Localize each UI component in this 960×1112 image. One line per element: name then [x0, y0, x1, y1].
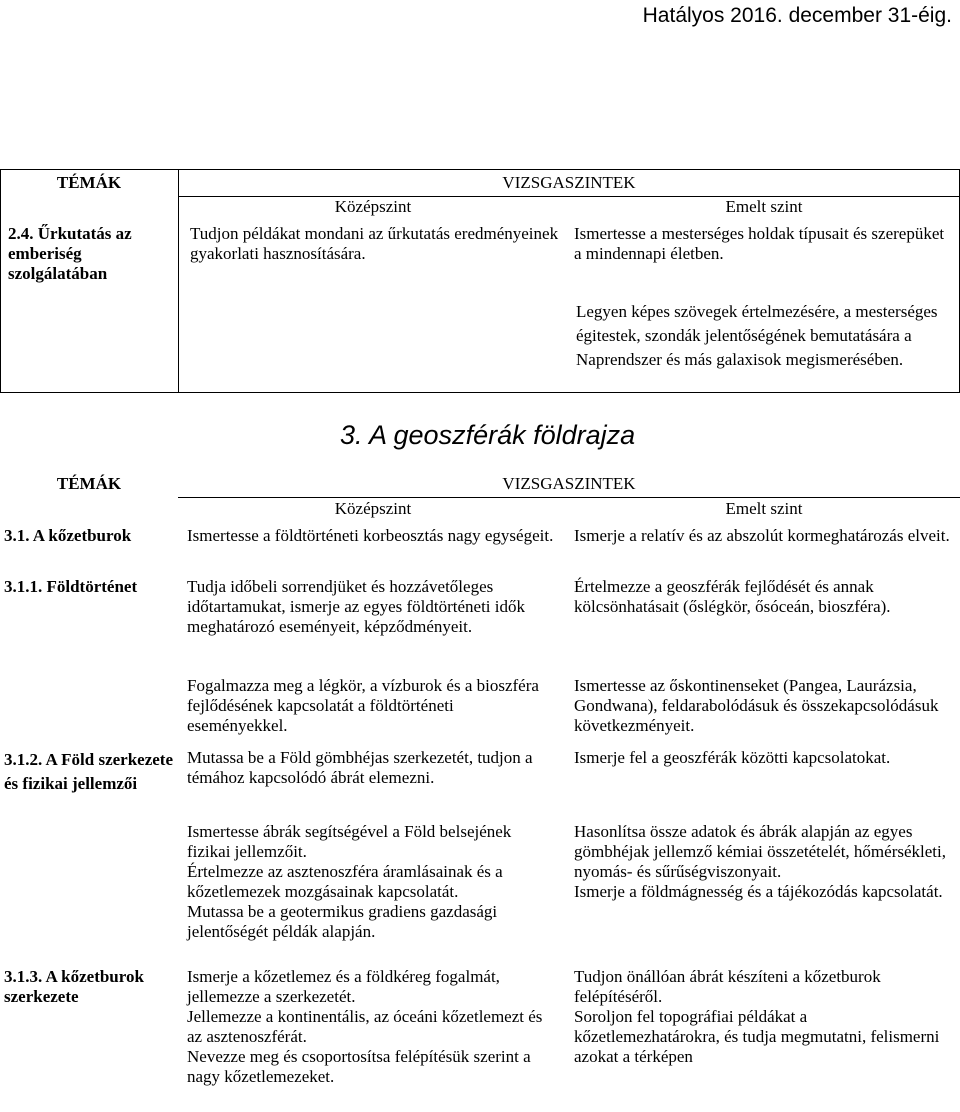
topic-cell: 3.1. A kőzetburok — [4, 526, 132, 545]
mid-level-cell: Fogalmazza meg a légkör, a vízburok és a bioszféra fejlődésének kapcsolatát a földtörténeti eseményekkel. — [187, 676, 539, 735]
advanced-level-cell: Értelmezze a geoszférák fejlődését és annak kölcsönhatásait (őslégkör, ősóceán, bioszféra). — [574, 577, 891, 616]
advanced-level-header: Emelt szint — [725, 197, 803, 216]
topic-cell: 3.1.2. A Föld szerkezete és fizikai jellemzői — [4, 750, 174, 793]
mid-level-header: Középszint — [334, 499, 412, 518]
mid-level-cell: Mutassa be a Föld gömbhéjas szerkezetét, tudjon a témához kapcsolódó ábrát elemezni. — [187, 748, 533, 787]
topics-header: TÉMÁK — [56, 474, 122, 493]
topics-header: TÉMÁK — [56, 173, 122, 192]
topic-cell: 2.4. Űrkutatás az emberiség szolgálatában — [8, 224, 132, 283]
exam-levels-header: VIZSGASZINTEK — [502, 173, 636, 192]
advanced-level-cell: Tudjon önállóan ábrát készíteni a kőzetburok felépítéséről. Soroljon fel topográfiai példákat a kőzetlemezhatárokra, és tudja megmutatni, felismerni azokat a térképen — [574, 967, 940, 1066]
mid-level-cell: Ismertesse ábrák segítségével a Föld belsejének fizikai jellemzőit. Értelmezze az asztenoszféra áramlásainak és a kőzetlemezek mozgásainak kapcsolatát. Mutassa be a geotermikus gradiens gazdasági jelentőségét példák alapján. — [187, 822, 512, 941]
validity-header: Hatályos 2016. december 31-éig. — [642, 4, 952, 27]
advanced-level-cell: Hasonlítsa össze adatok és ábrák alapján az egyes gömbhéjak jellemző kémiai összetételét, hőmérsékleti, nyomás- és sűrűségviszonyait. Ismerje a földmágnesség és a tájékozódás kapcsolatát. — [574, 822, 946, 901]
mid-level-cell: Tudja időbeli sorrendjüket és hozzávetőleges időtartamukat, ismerje az egyes földtörténeti idők meghatározó eseményeit, képződményeit. — [187, 577, 525, 636]
mid-level-cell: Tudjon példákat mondani az űrkutatás eredményeinek gyakorlati hasznosítására. — [190, 224, 559, 263]
topic-cell: 3.1.3. A kőzetburok szerkezete — [4, 967, 144, 1006]
section-title: 3. A geoszférák földrajza — [340, 420, 636, 450]
advanced-level-cell: Ismerje fel a geoszférák közötti kapcsolatokat. — [574, 748, 891, 767]
advanced-level-header: Emelt szint — [725, 499, 803, 518]
advanced-level-cell: Legyen képes szövegek értelmezésére, a mesterséges égitestek, szondák jelentőségének bemutatására a Naprendszer és más galaxisok megismerésében. — [576, 302, 938, 369]
mid-level-cell: Ismertesse a földtörténeti korbeosztás nagy egységeit. — [187, 526, 554, 545]
advanced-level-cell: Ismerje a relatív és az abszolút kormeghatározás elveit. — [574, 526, 950, 545]
mid-level-cell: Ismerje a kőzetlemez és a földkéreg fogalmát, jellemezze a szerkezetét. Jellemezze a kontinentális, az óceáni kőzetlemezt és az asztenoszférát. Nevezze meg és csoportosítsa felépítésük szerint a nagy kőzetlemezeket. — [187, 967, 543, 1086]
advanced-level-cell: Ismertesse az őskontinenseket (Pangea, Laurázsia, Gondwana), feldarabolódásuk és összekapcsolódásuk következményeit. — [574, 676, 939, 735]
advanced-level-cell: Ismertesse a mesterséges holdak típusait és szerepüket a mindennapi életben. — [574, 224, 945, 263]
mid-level-header: Középszint — [334, 197, 412, 216]
exam-levels-header: VIZSGASZINTEK — [502, 474, 636, 493]
topic-cell: 3.1.1. Földtörténet — [4, 577, 138, 596]
